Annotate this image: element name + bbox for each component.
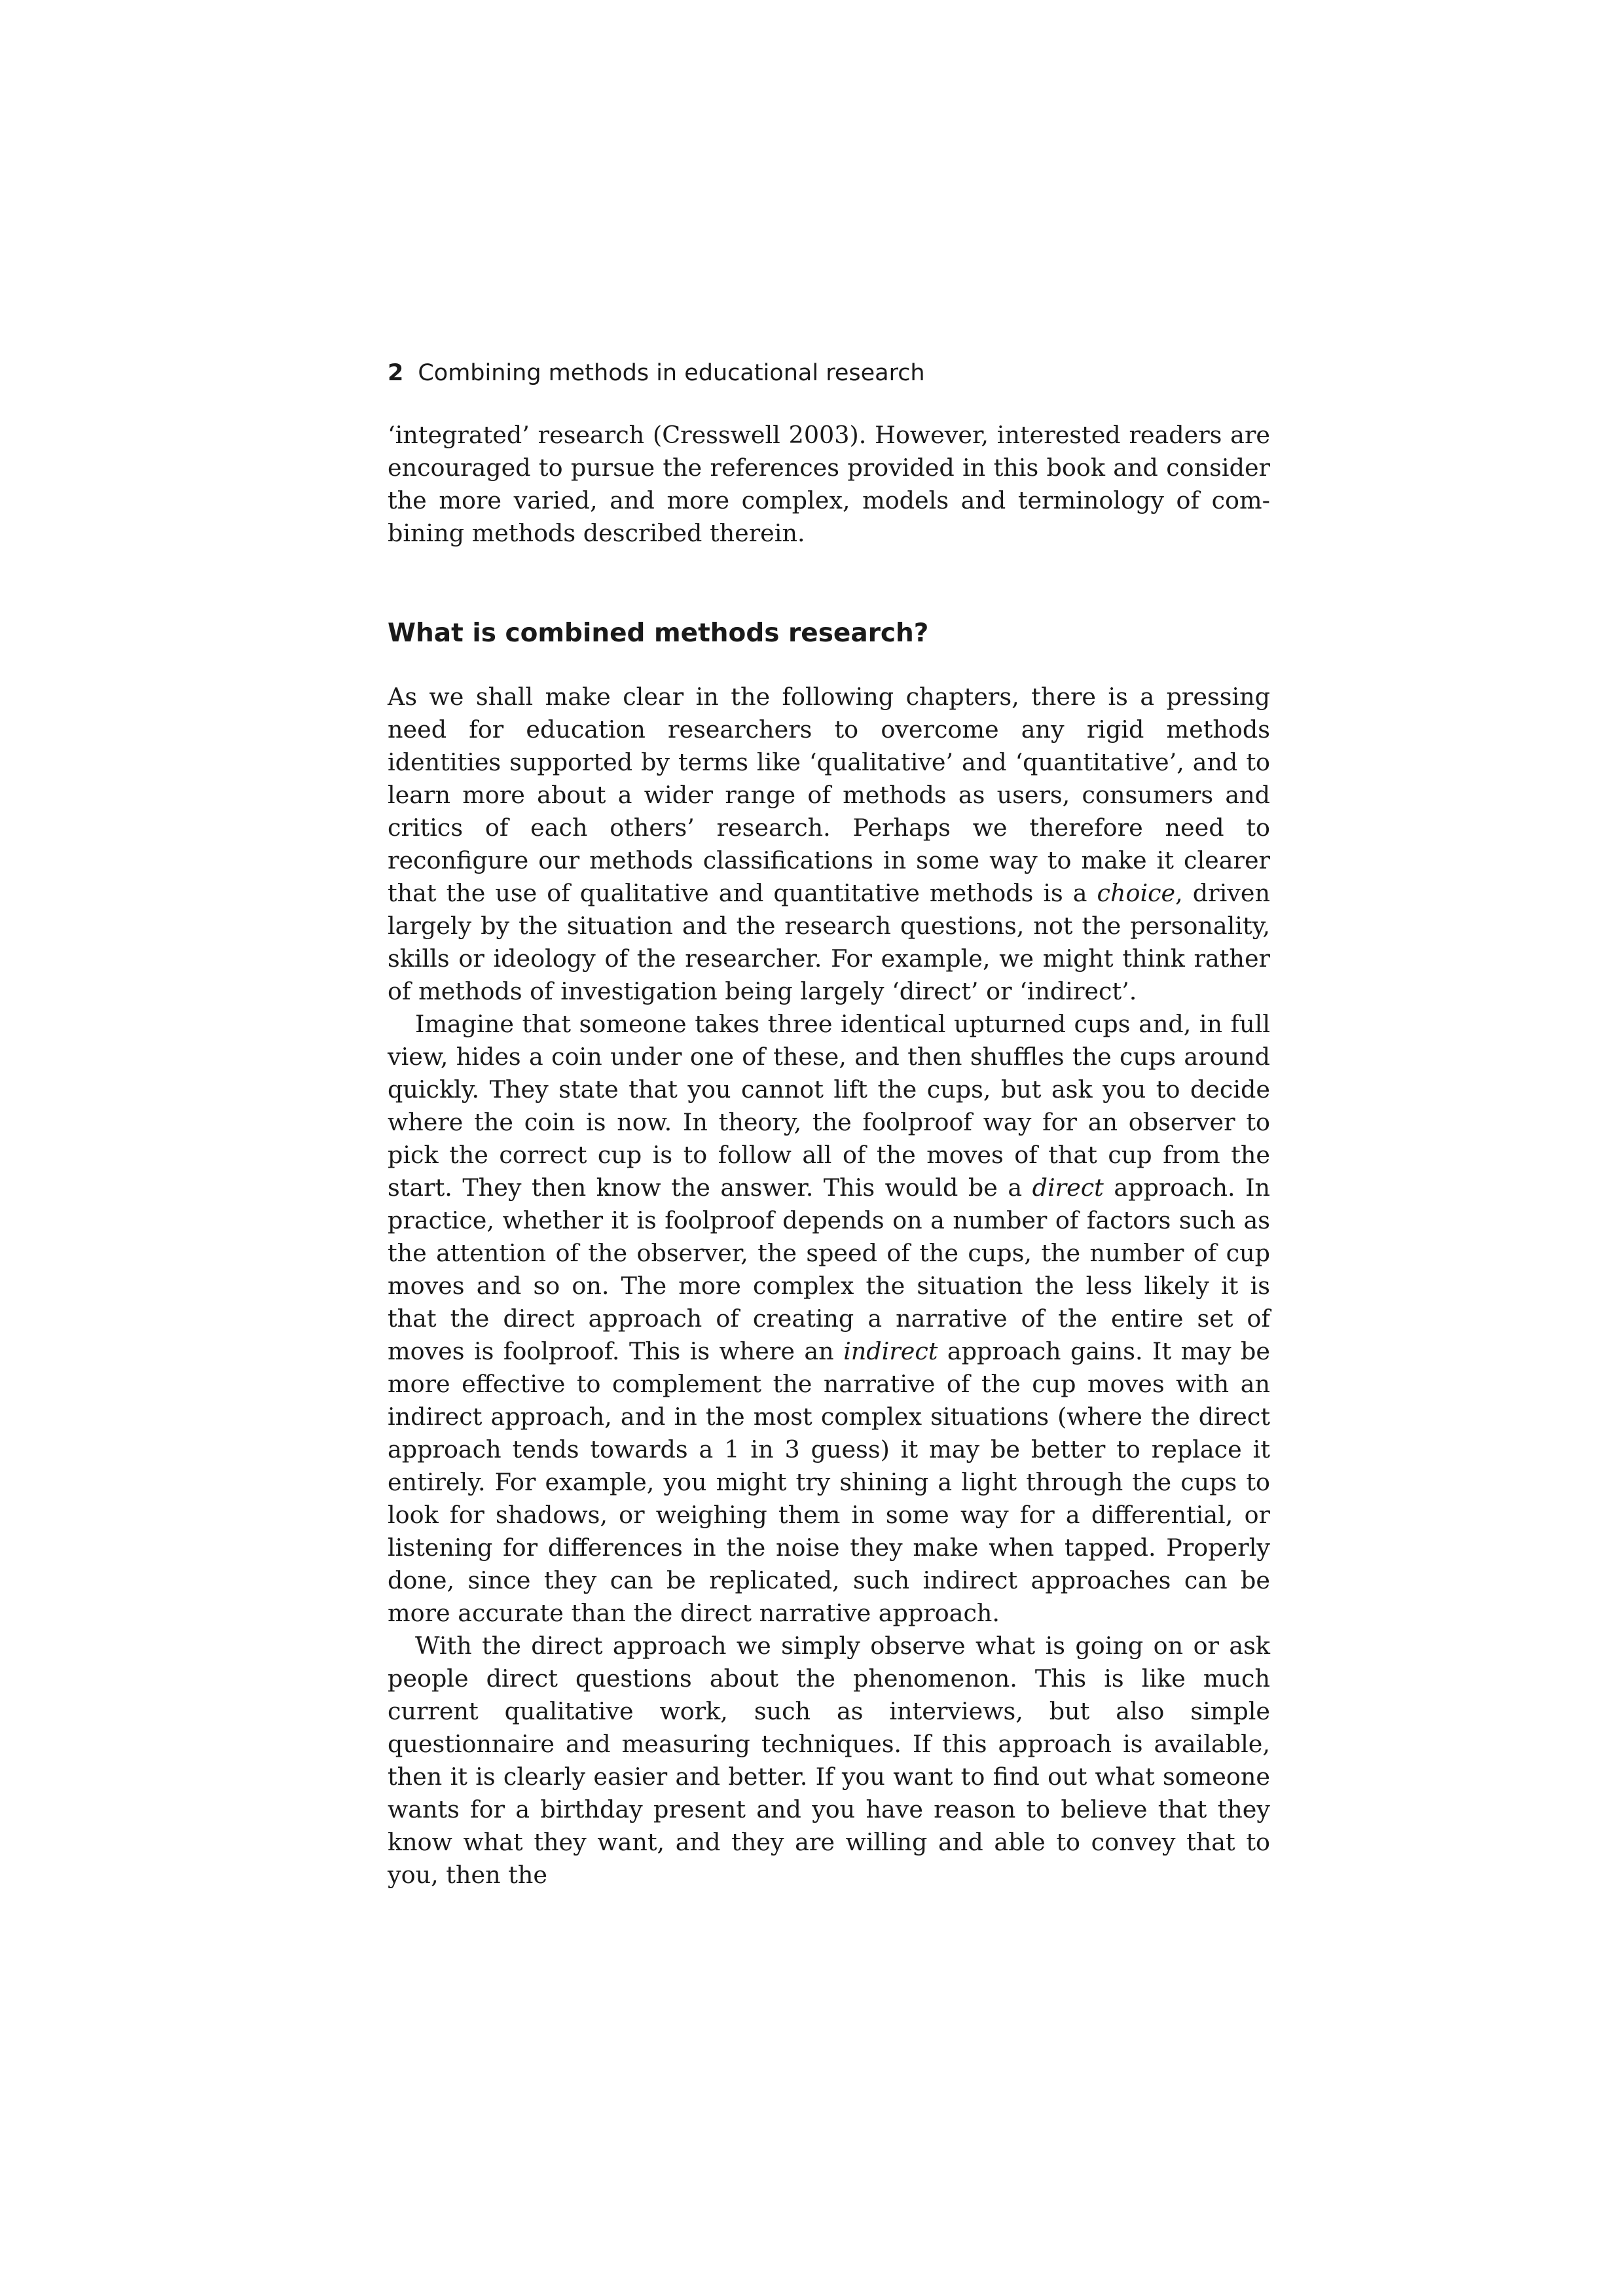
paragraph-2-text-b: approach. In practice, whether it is foolproof depends on a number of factors such as the attention of the observer, the speed of the cups, the number of cup moves and so on. The more complex the situation the less likely it is that the direct approach of creating a narrative of the entire set of moves is foolproof. This is where an <box>388 1174 1270 1365</box>
paragraph-2-text-c: approach gains. It may be more effective to complement the narrative of the cup moves with an indirect approach, and in the most complex situations (where the direct approach tends towards a 1 in 3 guess) it may be better to replace it entirely. For example, you might try shining a light through the cups to look for shadows, or weighing them in some way for a differential, or listening for differences in the noise they make when tapped. Properly done, since they can be replicated, such indirect approaches can be more accurate than the direct narrative approach. <box>388 1337 1270 1627</box>
section-body <box>388 681 1270 1892</box>
running-head-title: Combining methods in educational research <box>418 360 925 386</box>
page-number: 2 <box>388 360 404 386</box>
paragraph-1-text-b: , driven largely by the situation and the research questions, not the personality, skills or ideology of the researcher. For example, we might think rather of methods of investigation being largely ‘direct’ or ‘indirect’. <box>388 879 1270 1005</box>
carryover-text <box>388 419 1270 550</box>
paragraph-2-text-a: Imagine that someone takes three identical upturned cups and, in full view, hides a coin under one of these, and then shuffles the cups around quickly. They state that you cannot lift the cups, but ask you to decide where the coin is now. In theory, the foolproof way for an observer to pick the correct cup is to follow all of the moves of that cup from the start. They then know the answer. This would be a <box>388 1010 1270 1202</box>
emphasis-choice: choice <box>1097 879 1176 907</box>
carryover-paragraph: ‘integrated’ research (Cresswell 2003). However, interested readers are encouraged to pursue the references provided in this book and consider the more varied, and more complex, models and terminology of combining methods described therein. <box>388 421 1270 547</box>
running-head <box>388 353 925 393</box>
section-heading: What is combined methods research? <box>388 619 929 648</box>
paragraph-1 <box>388 681 1270 1008</box>
paragraph-1-text-a: As we shall make clear in the following chapters, there is a pressing need for education researchers to overcome any rigid methods identities supported by terms like ‘qualitative’ and ‘quantitative’, and to learn more about a wider range of methods as users, consumers and critics of each others’ research. Perhaps we therefore need to reconfigure our methods classifications in some way to make it clearer that the use of qualitative and quantitative methods is a <box>388 683 1270 907</box>
emphasis-direct: direct <box>1032 1174 1104 1202</box>
emphasis-indirect: indirect <box>843 1337 938 1365</box>
paragraph-2 <box>388 1008 1270 1630</box>
paragraph-3: With the direct approach we simply observe what is going on or ask people direct questions about the phenomenon. This is like much current qualitative work, such as interviews, but also simple questionnaire and measuring techniques. If this approach is available, then it is clearly easier and better. If you want to find out what someone wants for a birthday present and you have reason to believe that they know what they want, and they are willing and able to convey that to you, then the <box>388 1632 1270 1889</box>
